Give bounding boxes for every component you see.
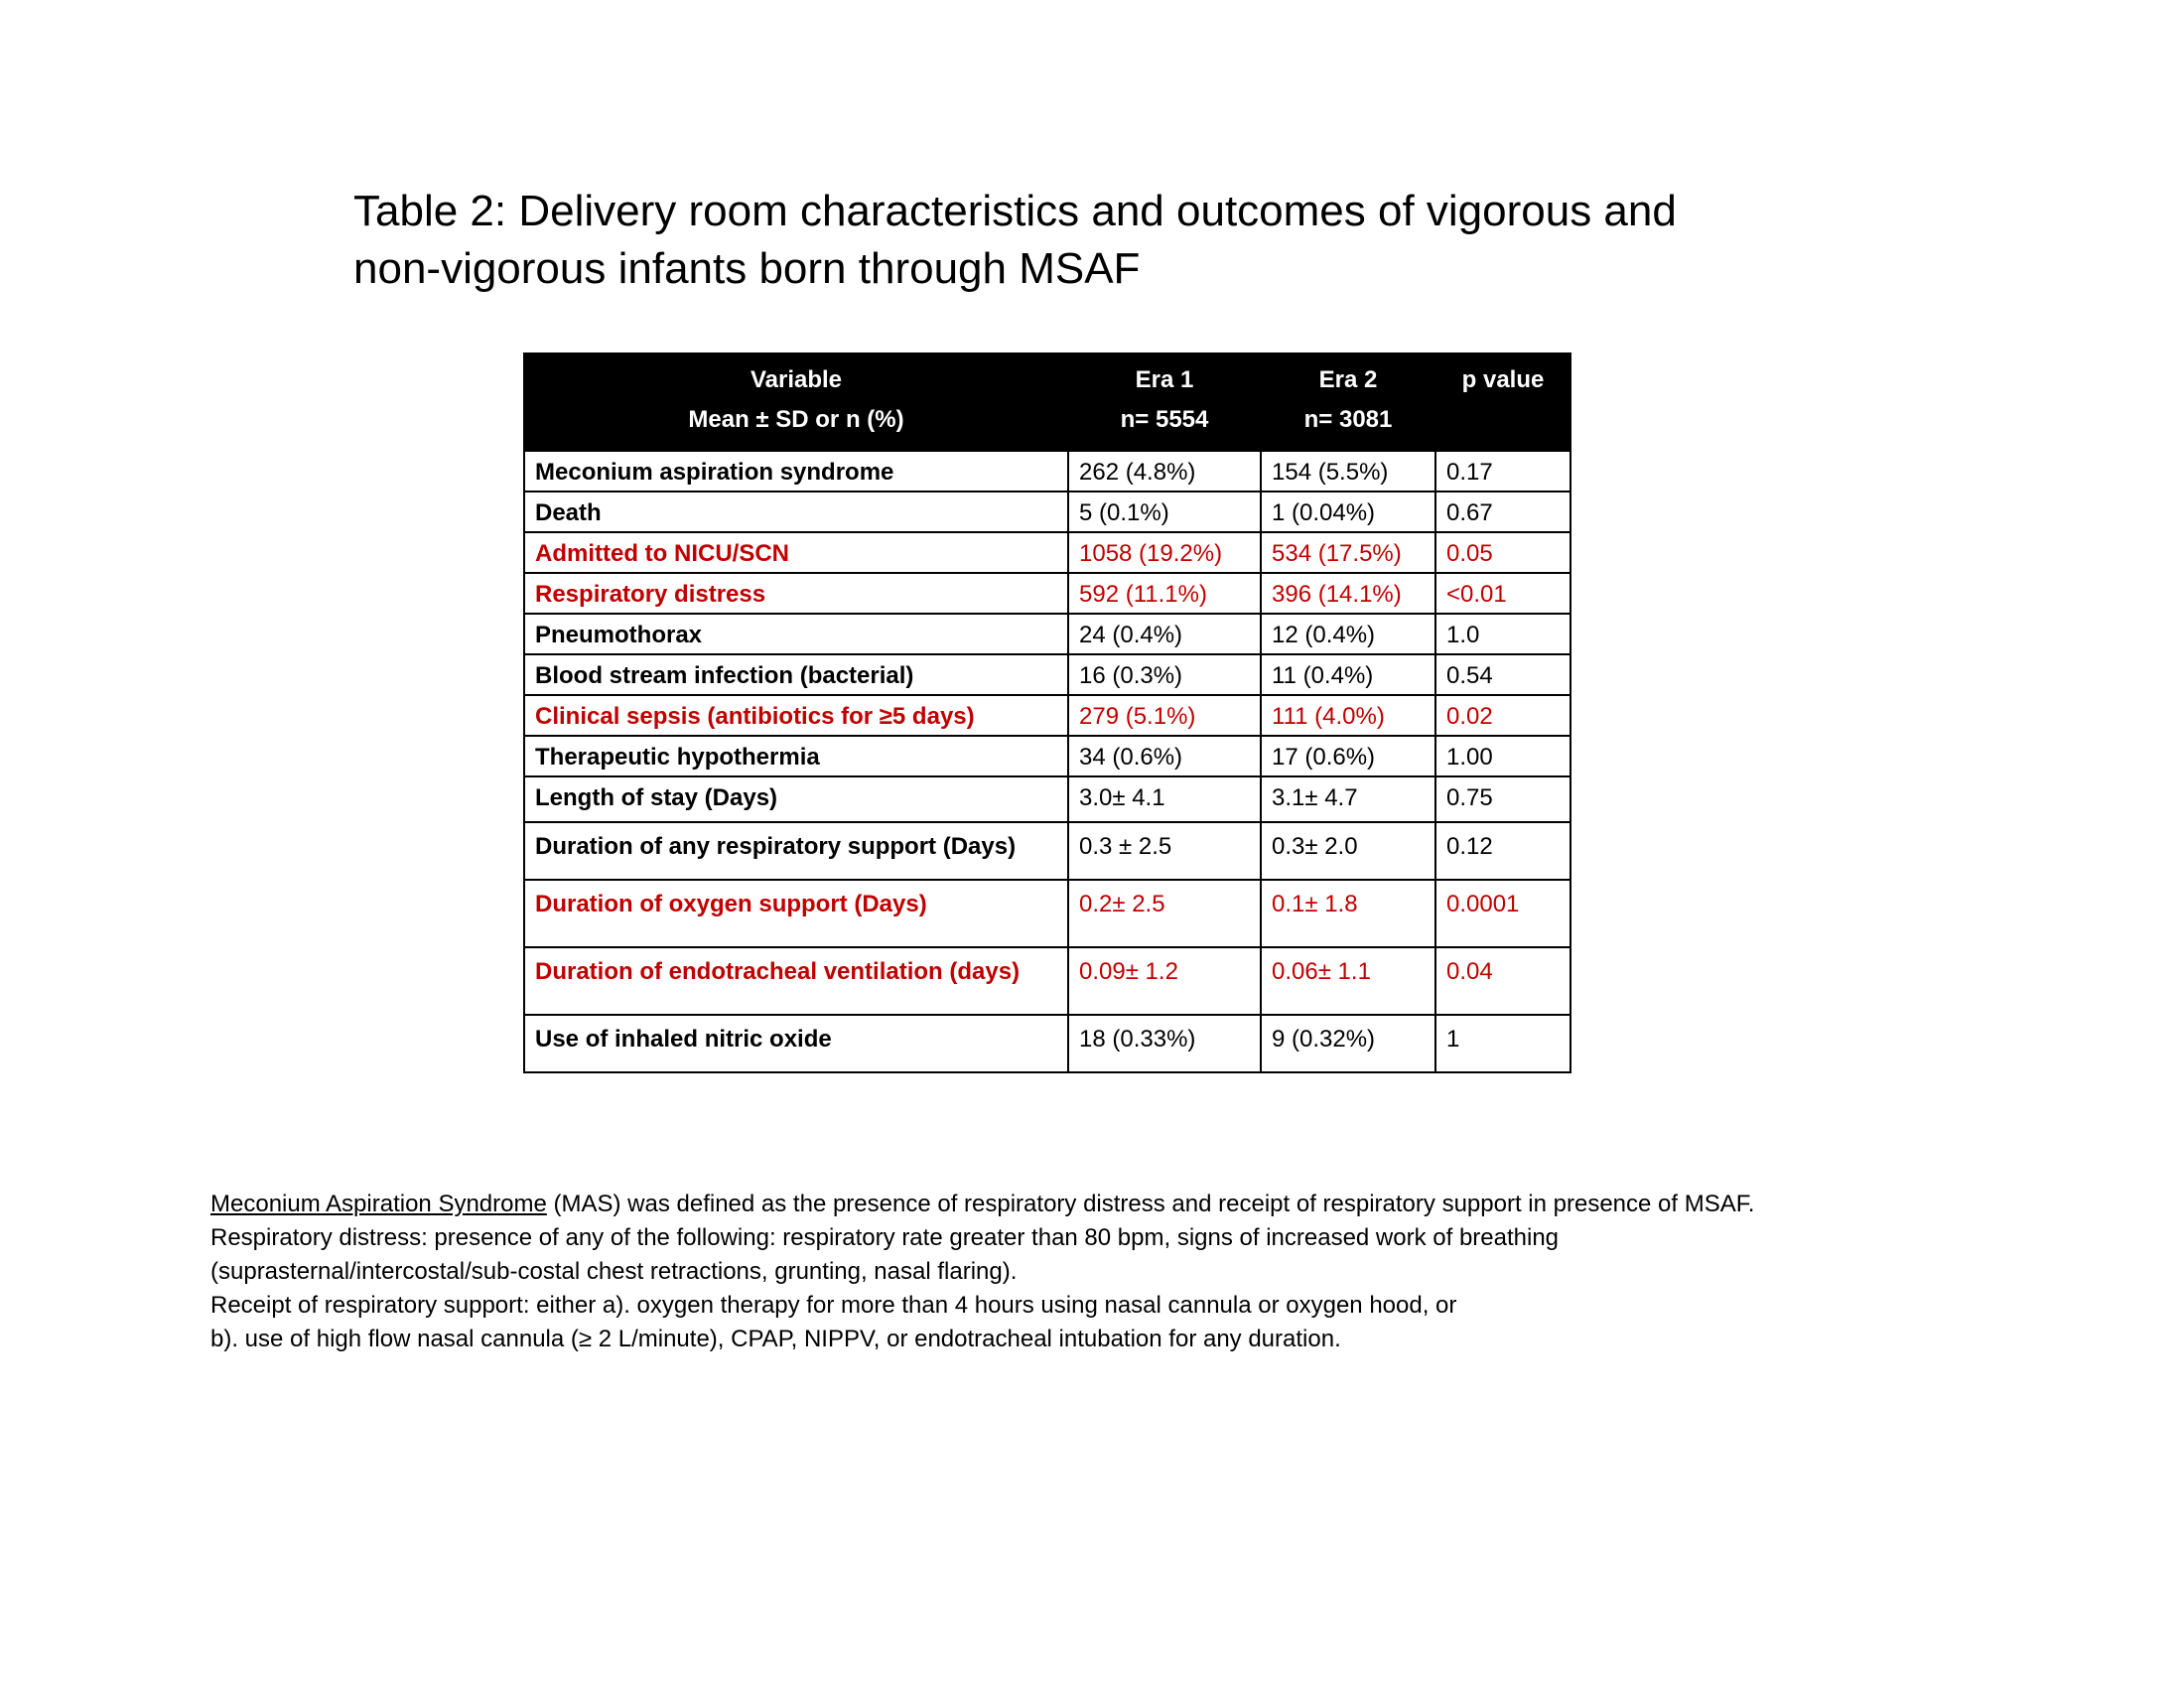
cell-era1: 279 (5.1%) xyxy=(1068,695,1261,736)
header-pvalue-label: p value xyxy=(1461,366,1545,393)
table-title xyxy=(353,183,1843,298)
cell-era2: 0.3± 2.0 xyxy=(1261,822,1435,880)
cell-era1: 592 (11.1%) xyxy=(1068,573,1261,614)
cell-pvalue: 0.0001 xyxy=(1435,880,1570,947)
table-row xyxy=(524,880,1570,947)
title-line-1: Table 2: Delivery room characteristics and outcomes of vigorous and xyxy=(353,187,1677,235)
cell-era1: 16 (0.3%) xyxy=(1068,654,1261,695)
cell-pvalue: 1.0 xyxy=(1435,614,1570,654)
cell-variable: Duration of endotracheal ventilation (days) xyxy=(524,947,1068,1015)
cell-pvalue: 0.12 xyxy=(1435,822,1570,880)
table-row xyxy=(524,822,1570,880)
cell-pvalue: 0.17 xyxy=(1435,451,1570,492)
cell-era2: 1 (0.04%) xyxy=(1261,492,1435,532)
header-era1-n: n= 5554 xyxy=(1120,406,1209,433)
cell-era1: 18 (0.33%) xyxy=(1068,1015,1261,1072)
header-era1-label: Era 1 xyxy=(1135,366,1194,393)
table-row xyxy=(524,573,1570,614)
header-variable-label: Variable xyxy=(750,366,843,393)
header-pvalue xyxy=(1435,353,1570,451)
table-row xyxy=(524,695,1570,736)
footnote-mas-definition: (MAS) was defined as the presence of respiratory distress and receipt of respiratory support in presence of MSAF. xyxy=(546,1191,1755,1217)
cell-variable: Therapeutic hypothermia xyxy=(524,736,1068,776)
table-row xyxy=(524,492,1570,532)
cell-pvalue: 0.75 xyxy=(1435,776,1570,822)
cell-era1: 0.2± 2.5 xyxy=(1068,880,1261,947)
table-header-row xyxy=(524,353,1570,451)
cell-variable: Clinical sepsis (antibiotics for ≥5 days) xyxy=(524,695,1068,736)
cell-era1: 3.0± 4.1 xyxy=(1068,776,1261,822)
header-era2 xyxy=(1261,353,1435,451)
table-row xyxy=(524,614,1570,654)
outcomes-table xyxy=(523,352,1571,1073)
cell-era2: 534 (17.5%) xyxy=(1261,532,1435,573)
cell-pvalue: 0.04 xyxy=(1435,947,1570,1015)
cell-era2: 11 (0.4%) xyxy=(1261,654,1435,695)
table-row xyxy=(524,776,1570,822)
cell-era1: 24 (0.4%) xyxy=(1068,614,1261,654)
cell-pvalue: 0.05 xyxy=(1435,532,1570,573)
cell-variable: Death xyxy=(524,492,1068,532)
table-row xyxy=(524,736,1570,776)
cell-era1: 5 (0.1%) xyxy=(1068,492,1261,532)
cell-variable: Pneumothorax xyxy=(524,614,1068,654)
cell-variable: Meconium aspiration syndrome xyxy=(524,451,1068,492)
table-row xyxy=(524,947,1570,1015)
cell-variable: Length of stay (Days) xyxy=(524,776,1068,822)
cell-era2: 111 (4.0%) xyxy=(1261,695,1435,736)
cell-pvalue: 0.54 xyxy=(1435,654,1570,695)
cell-pvalue: 0.02 xyxy=(1435,695,1570,736)
cell-era2: 12 (0.4%) xyxy=(1261,614,1435,654)
cell-pvalue: 1.00 xyxy=(1435,736,1570,776)
cell-era2: 0.1± 1.8 xyxy=(1261,880,1435,947)
table-row xyxy=(524,1015,1570,1072)
cell-era1: 1058 (19.2%) xyxy=(1068,532,1261,573)
footnote-mas xyxy=(210,1188,2156,1221)
cell-pvalue: 1 xyxy=(1435,1015,1570,1072)
footnote-mas-term: Meconium Aspiration Syndrome xyxy=(210,1191,547,1217)
cell-variable: Admitted to NICU/SCN xyxy=(524,532,1068,573)
cell-variable: Blood stream infection (bacterial) xyxy=(524,654,1068,695)
header-era2-n: n= 3081 xyxy=(1303,406,1393,433)
footnote-respiratory-distress: Respiratory distress: presence of any of the following: respiratory rate greater than 80 bpm, signs of increased work of breathing xyxy=(210,1224,1560,1251)
cell-era1: 34 (0.6%) xyxy=(1068,736,1261,776)
cell-era2: 3.1± 4.7 xyxy=(1261,776,1435,822)
cell-era1: 262 (4.8%) xyxy=(1068,451,1261,492)
header-variable-sub: Mean ± SD or n (%) xyxy=(688,406,904,433)
table-row xyxy=(524,654,1570,695)
cell-era2: 0.06± 1.1 xyxy=(1261,947,1435,1015)
cell-pvalue: <0.01 xyxy=(1435,573,1570,614)
cell-variable: Respiratory distress xyxy=(524,573,1068,614)
table-footnotes xyxy=(210,1188,2156,1356)
table-row xyxy=(524,532,1570,573)
cell-era1: 0.09± 1.2 xyxy=(1068,947,1261,1015)
cell-era2: 396 (14.1%) xyxy=(1261,573,1435,614)
footnote-respiratory-distress-cont: (suprasternal/intercostal/sub-costal chest retractions, grunting, nasal flaring). xyxy=(210,1258,1018,1285)
title-line-2: non-vigorous infants born through MSAF xyxy=(353,244,1141,293)
cell-pvalue: 0.67 xyxy=(1435,492,1570,532)
cell-era1: 0.3 ± 2.5 xyxy=(1068,822,1261,880)
header-era1 xyxy=(1068,353,1261,451)
table-row xyxy=(524,451,1570,492)
cell-variable: Use of inhaled nitric oxide xyxy=(524,1015,1068,1072)
cell-variable: Duration of oxygen support (Days) xyxy=(524,880,1068,947)
footnote-respiratory-support: Receipt of respiratory support: either a). oxygen therapy for more than 4 hours using nasal cannula or oxygen hood, or xyxy=(210,1292,1457,1319)
header-era2-label: Era 2 xyxy=(1318,366,1378,393)
header-variable xyxy=(524,353,1068,451)
cell-era2: 154 (5.5%) xyxy=(1261,451,1435,492)
cell-era2: 17 (0.6%) xyxy=(1261,736,1435,776)
footnote-respiratory-support-cont: b). use of high flow nasal cannula (≥ 2 L/minute), CPAP, NIPPV, or endotracheal intubation for any duration. xyxy=(210,1326,1341,1352)
cell-era2: 9 (0.32%) xyxy=(1261,1015,1435,1072)
cell-variable: Duration of any respiratory support (Days) xyxy=(524,822,1068,880)
